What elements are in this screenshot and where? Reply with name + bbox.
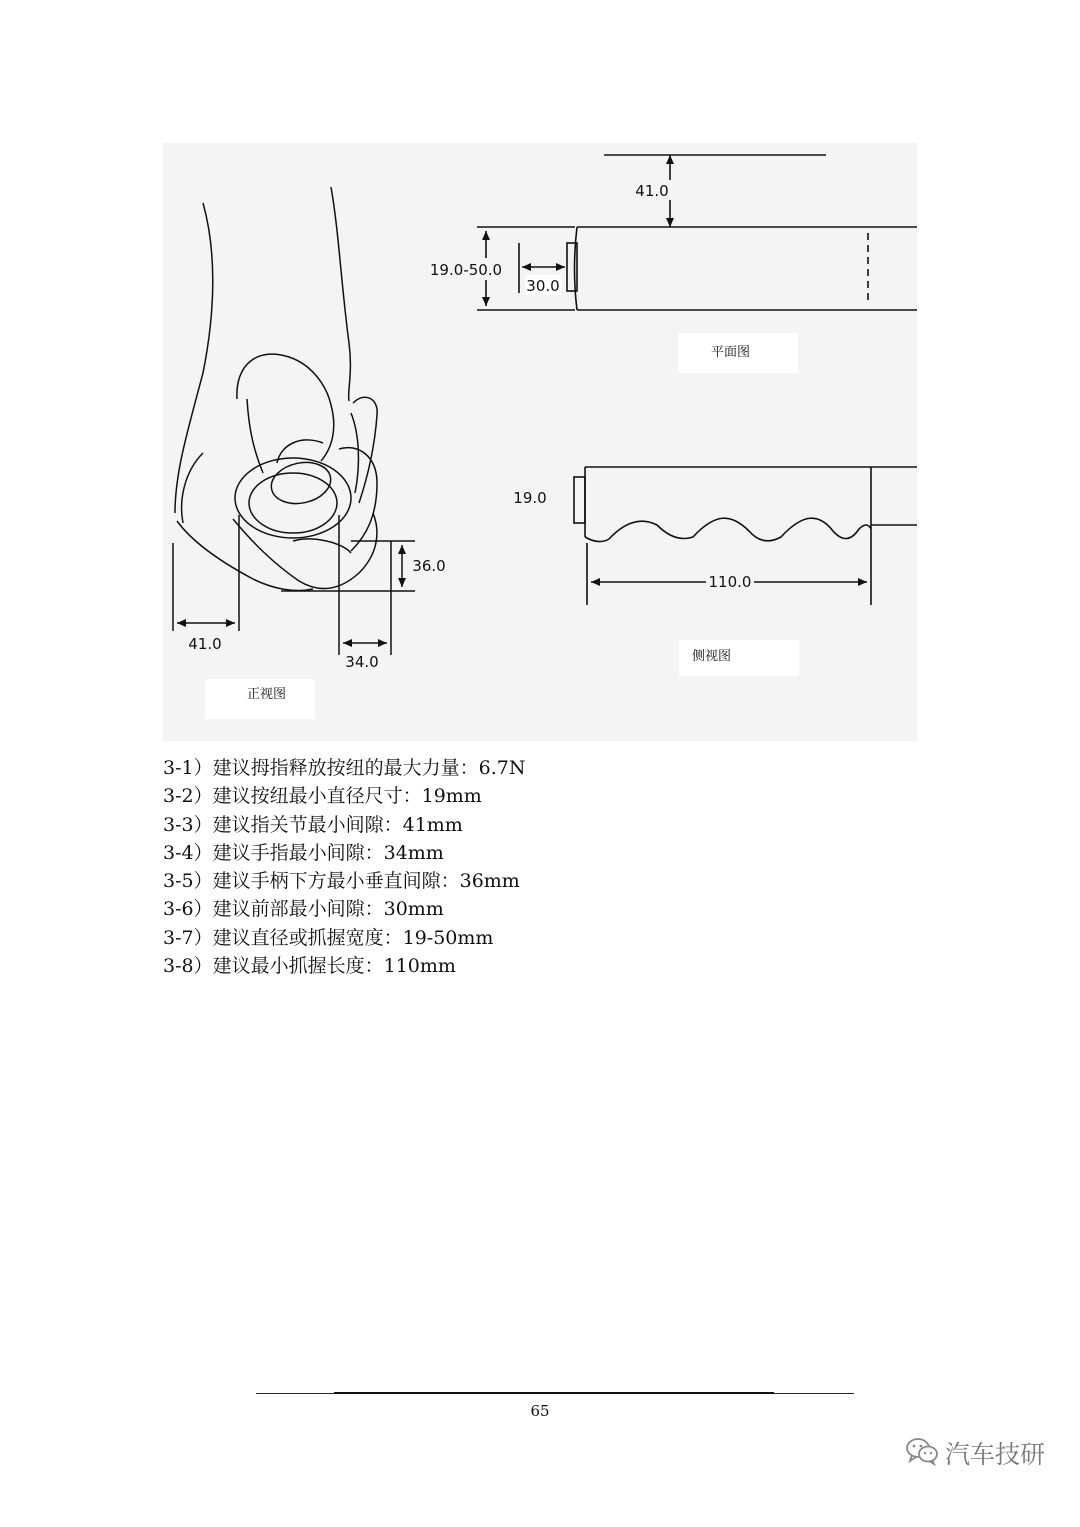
requirement-list xyxy=(163,754,863,980)
list-item: 3-2）建议按纽最小直径尺寸：19mm xyxy=(163,785,482,808)
side-view-caption: 侧视图 xyxy=(692,649,732,664)
list-item: 3-3）建议指关节最小间隙：41mm xyxy=(163,813,463,836)
plan-dim-front: 30.0 xyxy=(526,277,560,295)
watermark-text: 汽车技研 xyxy=(945,1440,1046,1469)
page-number: 65 xyxy=(530,1402,550,1420)
wechat-icon xyxy=(905,1436,939,1470)
footer-divider-bold xyxy=(334,1392,774,1394)
list-item: 3-5）建议手柄下方最小垂直间隙：36mm xyxy=(163,870,520,893)
ergonomic-figure xyxy=(163,143,917,741)
list-item: 3-7）建议直径或抓握宽度：19-50mm xyxy=(163,926,494,949)
list-item: 3-4）建议手指最小间隙：34mm xyxy=(163,841,444,864)
plan-view-caption: 平面图 xyxy=(711,345,751,360)
plan-dim-diameter: 19.0-50.0 xyxy=(429,261,503,279)
front-dim-finger: 34.0 xyxy=(345,653,379,671)
list-item: 3-8）建议最小抓握长度：110mm xyxy=(163,955,456,978)
list-item: 3-1）建议拇指释放按纽的最大力量：6.7N xyxy=(163,757,526,779)
watermark xyxy=(905,1435,1045,1471)
front-view-caption: 正视图 xyxy=(247,687,287,702)
side-dim-button: 19.0 xyxy=(513,489,547,507)
side-dim-length: 110.0 xyxy=(708,573,752,591)
front-dim-knuckle: 41.0 xyxy=(188,635,222,653)
list-item: 3-6）建议前部最小间隙：30mm xyxy=(163,898,444,921)
front-dim-vertical: 36.0 xyxy=(412,557,446,575)
plan-dim-top: 41.0 xyxy=(635,182,669,200)
